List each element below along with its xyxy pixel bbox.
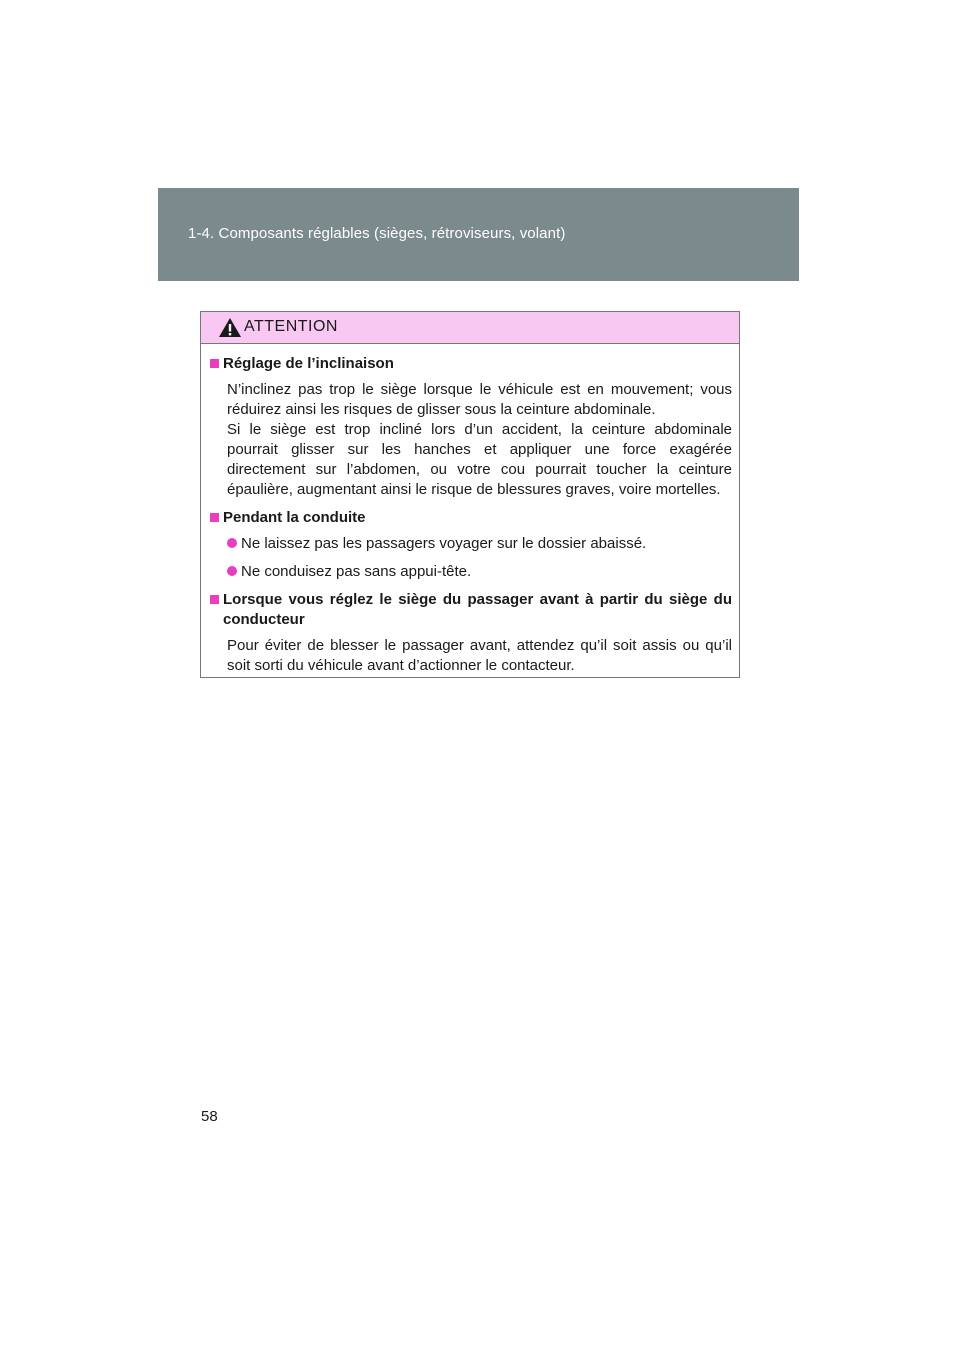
list-item: Ne conduisez pas sans appui-tête.: [227, 562, 732, 582]
square-bullet-icon: [210, 595, 219, 604]
circle-bullet-icon: [227, 566, 237, 576]
list-item: Ne laissez pas les passagers voyager sur le dossier abaissé.: [227, 534, 732, 554]
warning-triangle-icon: [218, 317, 242, 338]
square-bullet-icon: [210, 513, 219, 522]
section-heading: Lorsque vous réglez le siège du passager avant à partir du siège du conducteur: [209, 590, 732, 630]
warning-header: [201, 312, 739, 344]
page-number: 58: [201, 1108, 218, 1125]
warning-title: ATTENTION: [244, 318, 338, 335]
paragraph: N’inclinez pas trop le siège lorsque le véhicule est en mouvement; vous réduirez ainsi les risques de glisser sous la ceinture abdominale. Si le siège est trop incliné lors d’un accident, la ceinture abdominale pourrait glisser sur les hanches et appliquer une force exagérée directement sur l’abdomen, ou votre cou pourrait toucher la ceinture épaulière, augmentant ainsi le risque de blessures graves, voire mortelles.: [227, 381, 732, 498]
section-header-band: [158, 188, 799, 281]
square-bullet-icon: [210, 359, 219, 368]
warning-box: [200, 311, 740, 678]
paragraph: Pour éviter de blesser le passager avant, attendez qu’il soit assis ou qu’il soit sorti du véhicule avant d’actionner le contacteur.: [227, 637, 732, 674]
section-heading: Pendant la conduite: [209, 508, 732, 528]
section-heading: Réglage de l’inclinaison: [209, 354, 732, 374]
circle-bullet-icon: [227, 538, 237, 548]
section-title: 1-4. Composants réglables (sièges, rétroviseurs, volant): [188, 225, 566, 242]
warning-body: [201, 344, 739, 676]
